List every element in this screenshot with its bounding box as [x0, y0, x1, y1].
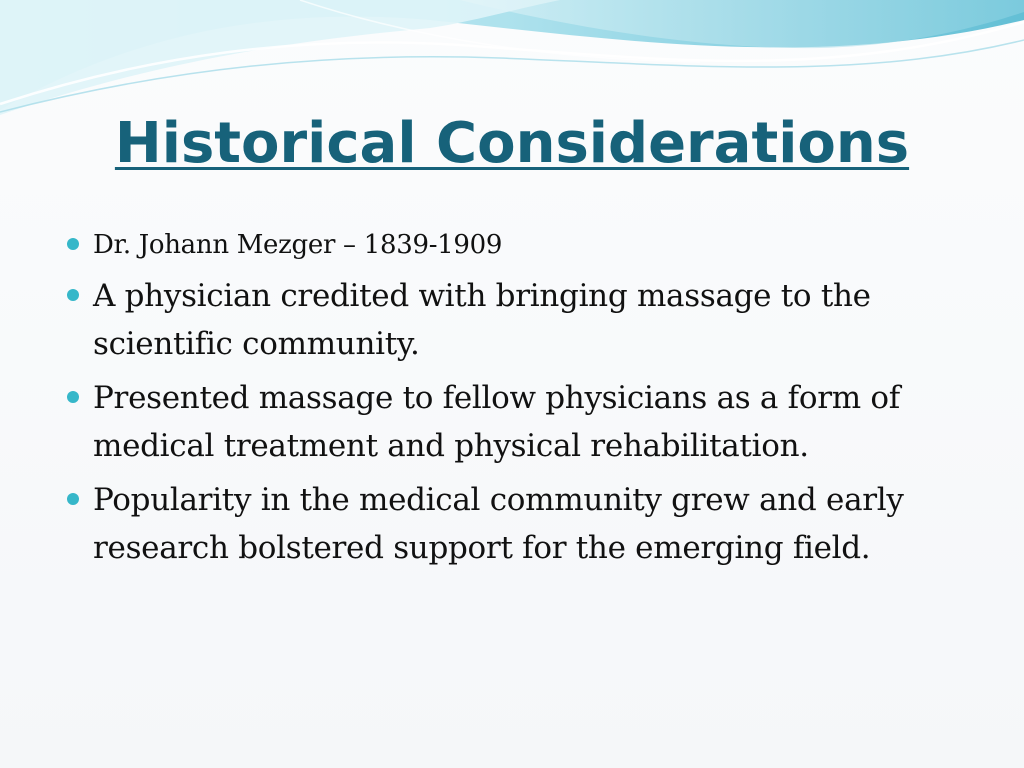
- slide-title: Historical Considerations: [114, 111, 910, 176]
- bullet-list: [64, 222, 964, 578]
- bullet-item: [64, 374, 964, 470]
- bullet-marker-icon: [67, 289, 79, 301]
- bullet-marker-icon: [67, 391, 79, 403]
- bullet-text: A physician credited with bringing massage to the scientific community.: [93, 278, 871, 362]
- bullet-item: [64, 222, 964, 268]
- bullet-item: [64, 272, 964, 368]
- bullet-marker-icon: [67, 238, 79, 250]
- bullet-item: [64, 476, 964, 572]
- bullet-text: Dr. Johann Mezger – 1839-1909: [93, 230, 503, 260]
- bullet-text: Presented massage to fellow physicians as a form of medical treatment and physical rehabilitation.: [93, 380, 900, 464]
- bullet-marker-icon: [67, 493, 79, 505]
- bullet-text: Popularity in the medical community grew and early research bolstered support for the emerging field.: [93, 482, 904, 566]
